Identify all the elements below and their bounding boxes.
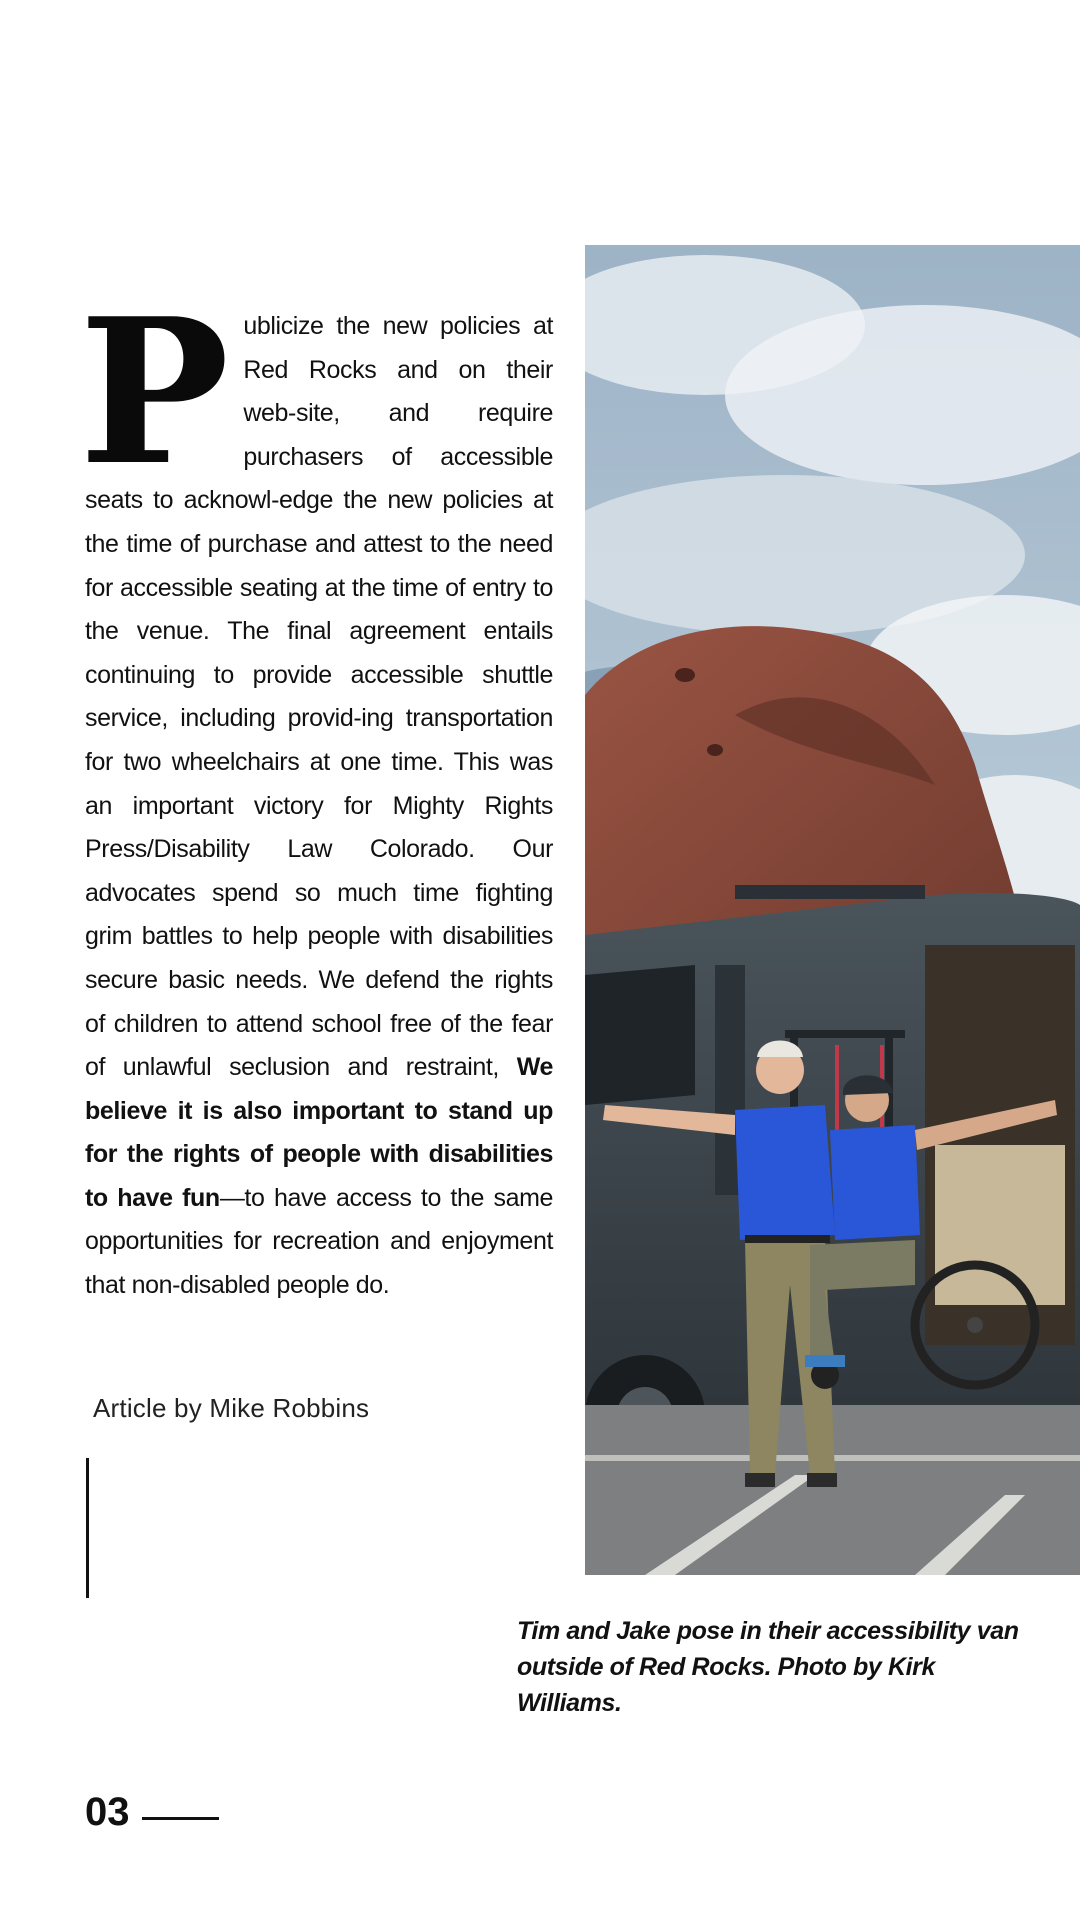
page-number: 03 <box>85 1790 130 1834</box>
drop-cap: P <box>79 275 230 510</box>
photo-caption: Tim and Jake pose in their accessibility van outside of Red Rocks. Photo by Kirk Williams. <box>517 1617 1019 1717</box>
vertical-divider <box>86 1458 89 1598</box>
byline: Article by Mike Robbins <box>93 1393 370 1423</box>
page-number-rule <box>142 1817 219 1820</box>
article-tail-text: —to have access to the same opportunities for recreation and enjoyment that non-disabled people do. <box>85 1183 554 1300</box>
article-body <box>79 275 554 1308</box>
article-emphasis-text: We believe it is also important to stand up for the rights of people with disabilities to have fun <box>85 1053 553 1212</box>
article-lead-text: ublicize the new policies at Red Rocks and on their web-site, and require purchasers of accessible seats to acknowl-edge the new policies at the time of purchase and attest to the need for accessible seating at the time of entry to the venue. The final agreement entails continuing to provide accessible shuttle service, including provid-ing transportation for two wheelchairs at one time. This was an important victory for Mighty Rights Press/Disability Law Colorado. Our advocates spend so much time fighting grim battles to help people with disabilities secure basic needs. We defend the rights of children to attend school free of the fear of unlawful seclusion and restraint, <box>85 312 553 1082</box>
article-photo <box>585 245 1080 1575</box>
